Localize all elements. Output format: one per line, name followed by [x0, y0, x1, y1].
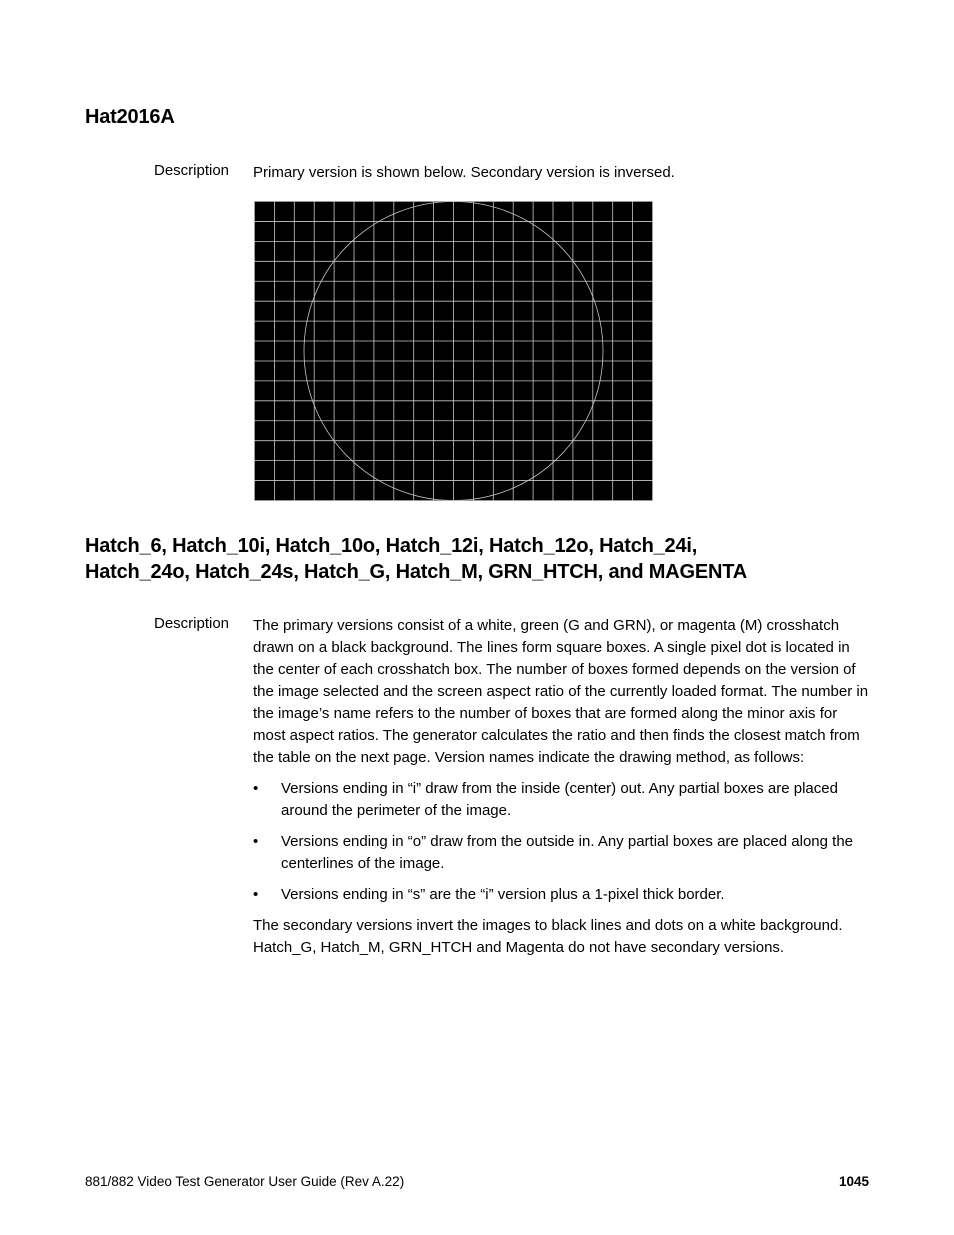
description-label: Description [154, 162, 230, 179]
page-number: 1045 [838, 1174, 869, 1189]
description-text: Primary version is shown below. Secondary version is inversed. [253, 164, 675, 181]
bullet-icon: • [253, 780, 259, 797]
list-item-text: Versions ending in “i” draw from the inside (center) out. Any partial boxes are placed around the perimeter of the image. [281, 780, 838, 819]
closing-paragraph: The secondary versions invert the images to black lines and dots on a white background. Hatch_G, Hatch_M, GRN_HTCH and Magenta do not have secondary versions. [253, 917, 843, 956]
section-title-hatch [85, 533, 747, 585]
description-paragraph: The primary versions consist of a white, green (G and GRN), or magenta (M) crosshatch drawn on a black background. The lines form square boxes. A single pixel dot is located in the center of each crosshatch box. The number of boxes formed depends on the version of the image selected and the screen aspect ratio of the currently loaded format. The number in the image’s name refers to the number of boxes that are formed along the minor axis for most aspect ratios. The generator calculates the ratio and then finds the closest match from the table on the next page. Version names indicate the drawing method, as follows: [253, 617, 869, 766]
footer-guide-title: 881/882 Video Test Generator User Guide (Rev A.22) [85, 1174, 405, 1189]
list-item [253, 778, 873, 822]
section-title-line-1: Hatch_6, Hatch_10i, Hatch_10o, Hatch_12i, Hatch_12o, Hatch_24i, [85, 535, 698, 557]
section-title-line-2: Hatch_24o, Hatch_24s, Hatch_G, Hatch_M, GRN_HTCH, and MAGENTA [85, 561, 748, 583]
list-item [253, 831, 873, 875]
list-item [253, 884, 873, 906]
list-item-text: Versions ending in “s” are the “i” version plus a 1-pixel thick border. [281, 886, 725, 903]
description-label: Description [154, 615, 230, 632]
section-title-hat2016a: Hat2016A [85, 106, 175, 128]
version-list [253, 778, 873, 906]
hat2016a-pattern-image [254, 201, 653, 501]
bullet-icon: • [253, 833, 259, 850]
description-body [253, 615, 873, 959]
bullet-icon: • [253, 886, 259, 903]
list-item-text: Versions ending in “o” draw from the outside in. Any partial boxes are placed along the centerlines of the image. [281, 833, 854, 872]
crosshatch-grid [254, 201, 653, 501]
